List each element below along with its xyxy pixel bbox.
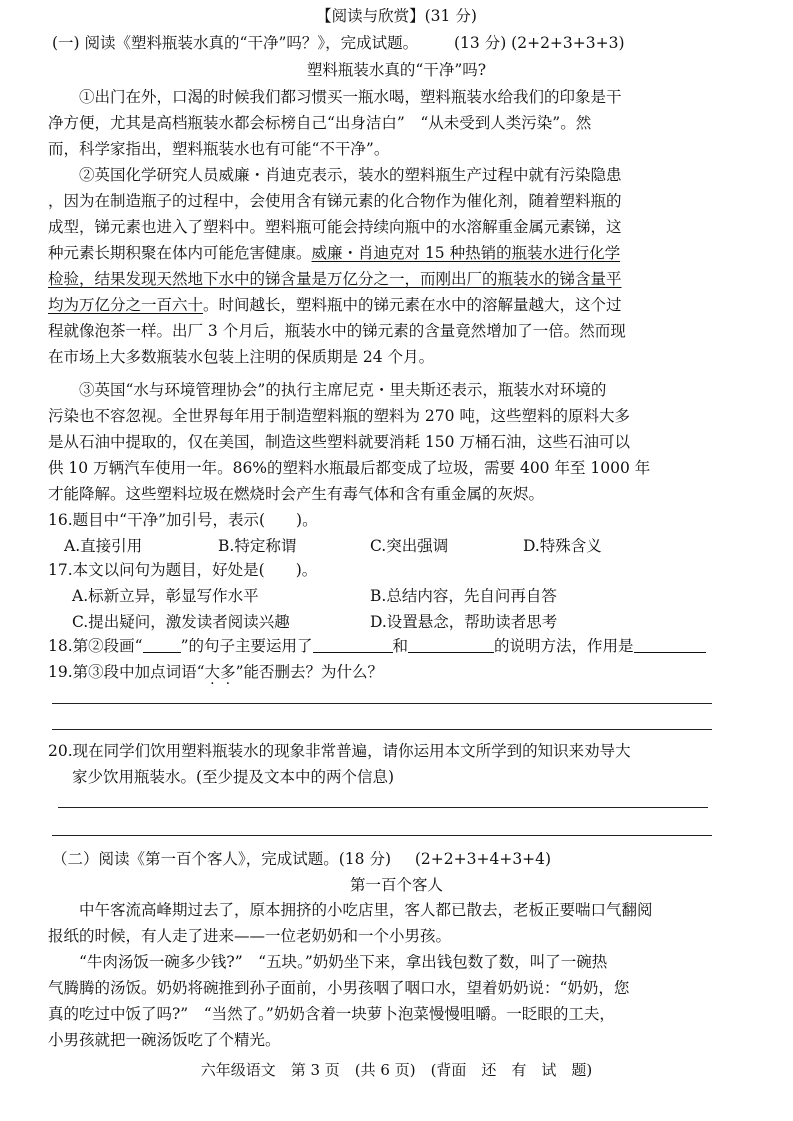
paragraph-line: 气腾腾的汤饭。奶奶将碗推到孙子面前，小男孩咽了咽口水，望着奶奶说：“奶奶，您 <box>48 979 630 997</box>
paragraph-line <box>48 266 748 292</box>
paragraph-line: ②英国化学研究人员威廉・肖迪克表示，装水的塑料瓶生产过程中就有污染隐患 <box>79 166 622 184</box>
q18-blank-mark[interactable] <box>143 636 181 653</box>
q17-option-c[interactable]: C.提出疑问，激发读者阅读兴趣 <box>72 613 290 631</box>
paragraph-line: 程就像泡茶一样。出厂 3 个月后，瓶装水中的锑元素的含量竟然增加了一倍。然而现 <box>48 322 626 340</box>
paragraph-line: 在市场上大多数瓶装水包装上注明的保质期是 24 个月。 <box>48 348 435 366</box>
q16-option-b[interactable]: B.特定称谓 <box>218 537 297 555</box>
underlined-sentence: 检验，结果发现天然地下水中的锑含量是万亿分之一，而刚出厂的瓶装水的锑含量平 <box>48 270 622 288</box>
part1-instruction-text: (一) 阅读《塑料瓶装水真的“干净”吗？》，完成试题。 <box>52 34 419 52</box>
paragraph-line: 而，科学家指出，塑料瓶装水也有可能“不干净”。 <box>48 140 390 158</box>
part1-title: 塑料瓶装水真的“干净”吗? <box>306 61 487 79</box>
paragraph-line: 小男孩就把一碗汤饭吃了个精光。 <box>48 1031 281 1049</box>
q20-answer-line-1[interactable] <box>58 807 708 808</box>
q19-answer-line-2[interactable] <box>52 729 712 730</box>
paragraph-line: 中午客流高峰期过去了，原本拥挤的小吃店里，客人都已散去，老板正要喘口气翻阅 <box>79 901 653 919</box>
q18-text: 18.第②段画“ <box>48 637 143 655</box>
q20-answer-line-2[interactable] <box>52 835 712 836</box>
paragraph-line <box>48 292 748 318</box>
q16-option-c[interactable]: C.突出强调 <box>370 537 449 555</box>
paragraph-line <box>48 240 748 266</box>
paragraph-line: 供 10 万辆汽车使用一年。86%的塑料水瓶最后都变成了垃圾，需要 400 年至 1000 年 <box>48 459 651 477</box>
q19-text: ”能否删去？为什么？ <box>235 663 384 681</box>
part2-title: 第一百个客人 <box>349 876 443 894</box>
paragraph-text: 种元素长期积聚在体内可能危害健康。 <box>48 244 312 262</box>
question-20-line-1: 20.现在同学们饮用塑料瓶装水的现象非常普遍，请你运用本文所学到的知识来劝导大 <box>48 742 631 760</box>
paragraph-line: 是从石油中提取的，仅在美国，制造这些塑料就要消耗 150 万桶石油，这些石油可以 <box>48 433 630 451</box>
part2-score: (2+2+3+4+3+4) <box>414 850 552 868</box>
paragraph-line: 真的吃过中饭了吗?” “当然了。”奶奶含着一块萝卜泡菜慢慢咀嚼。一眨眼的工夫， <box>48 1005 615 1023</box>
q18-blank-effect[interactable] <box>634 636 706 653</box>
paragraph-line: 报纸的时候，有人走了进来——一位老奶奶和一个小男孩。 <box>48 927 452 945</box>
q18-blank-method-2[interactable] <box>408 636 494 653</box>
q17-option-b[interactable]: B.总结内容，先自问再自答 <box>370 587 557 605</box>
part1-instruction <box>52 30 752 56</box>
q18-text: 的说明方法，作用是 <box>494 637 634 655</box>
part2-instruction-text: （二）阅读《第一百个客人》，完成试题。(18 分) <box>52 850 391 868</box>
q19-answer-line-1[interactable] <box>52 703 712 704</box>
question-17-stem: 17.本文以问句为题目，好处是( )。 <box>48 561 318 579</box>
q16-option-d[interactable]: D.特殊含义 <box>523 537 602 555</box>
page-footer: 六年级语文 第 3 页 (共 6 页) (背面 还 有 试 题) <box>200 1061 593 1079</box>
paragraph-text: 。时间越长，塑料瓶中的锑元素在水中的溶解量越大，这个过 <box>203 296 622 314</box>
question-20-line-2: 家少饮用瓶装水。(至少提及文本中的两个信息) <box>72 768 395 786</box>
part2-instruction <box>52 846 752 872</box>
q17-option-a[interactable]: A.标新立异，彰显写作水平 <box>72 587 259 605</box>
paragraph-line: “牛肉汤饭一碗多少钱?” “五块。”奶奶坐下来，拿出钱包数了数，叫了一碗热 <box>79 953 608 971</box>
q19-dotted-char: 大 <box>204 663 221 681</box>
q17-option-d[interactable]: D.设置悬念，帮助读者思考 <box>370 613 558 631</box>
q18-blank-method-1[interactable] <box>313 636 393 653</box>
paragraph-line: ③英国“水与环境管理协会”的执行主席尼克・里夫斯还表示，瓶装水对环境的 <box>79 381 607 399</box>
paragraph-line: 污染也不容忽视。全世界每年用于制造塑料瓶的塑料为 270 吨，这些塑料的原料大多 <box>48 407 630 425</box>
paragraph-line: ，因为在制造瓶子的过程中，会使用含有锑元素的化合物作为催化剂，随着塑料瓶的 <box>48 192 622 210</box>
q19-dotted-char: 多 <box>220 663 236 681</box>
paragraph-line: 净方便，尤其是高档瓶装水都会标榜自己“出身洁白” “从未受到人类污染”。然 <box>48 114 592 132</box>
question-18 <box>48 633 748 659</box>
q18-text: 和 <box>392 637 409 655</box>
underlined-sentence: 均为万亿分之一百六十 <box>48 296 204 314</box>
question-19 <box>48 659 748 685</box>
q16-option-a[interactable]: A.直接引用 <box>64 537 143 555</box>
underlined-sentence: 威廉・肖迪克对 15 种热销的瓶装水进行化学 <box>311 244 621 262</box>
section-header: 【阅读与欣赏】(31 分) <box>316 7 477 25</box>
part1-score: (13 分) (2+2+3+3+3) <box>454 34 625 52</box>
q19-text: 19.第③段中加点词语“ <box>48 663 205 681</box>
paragraph-line: ①出门在外，口渴的时候我们都习惯买一瓶水喝，塑料瓶装水给我们的印象是干 <box>79 88 622 106</box>
question-16-stem: 16.题目中“干净”加引号，表示( )。 <box>48 511 318 529</box>
paragraph-line: 成型，锑元素也进入了塑料中。塑料瓶可能会持续向瓶中的水溶解重金属元素锑，这 <box>48 218 622 236</box>
q18-text: ”的句子主要运用了 <box>180 637 313 655</box>
paragraph-line: 才能降解。这些塑料垃圾在燃烧时会产生有毒气体和含有重金属的灰烬。 <box>48 485 545 503</box>
